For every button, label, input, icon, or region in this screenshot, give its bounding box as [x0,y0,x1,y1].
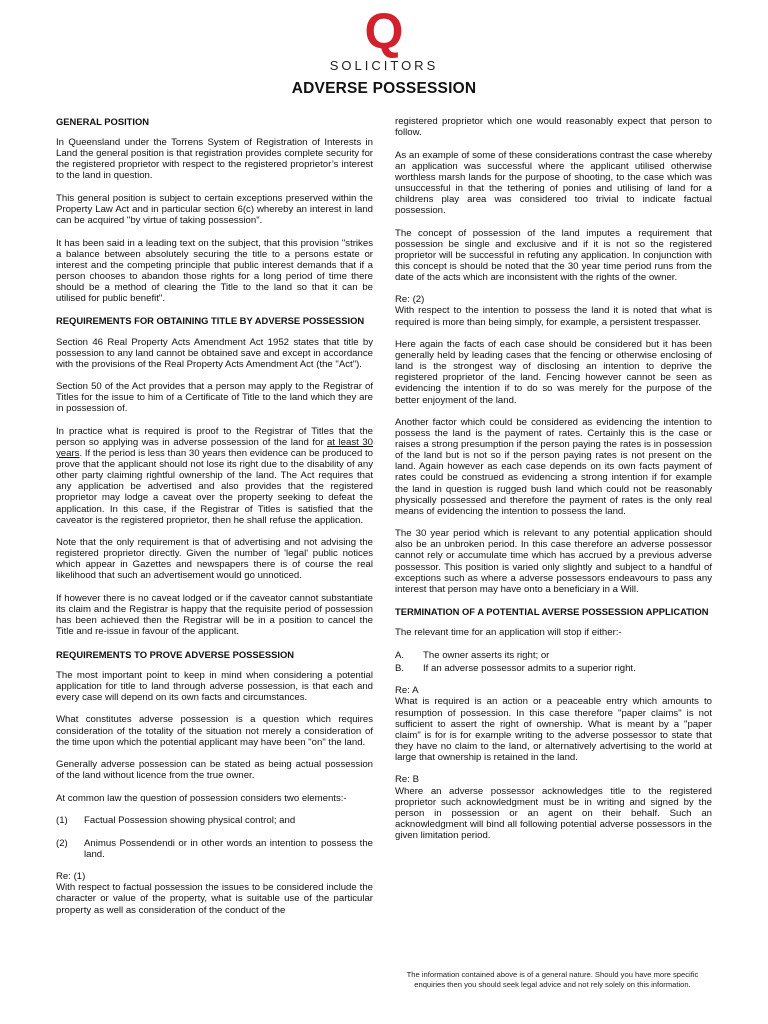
list-item [56,838,373,860]
list-text: Animus Possendendi or in other words an intention to possess the land. [84,837,373,860]
paragraph: The concept of possession of the land imputes a requirement that possession be single and exclusive and if it is not so the registered proprietor will be successful in refuting any application. In conjunction with this concept is should be noted that the 30 year time period runs from the date of the acts which are inconsistent with the rights of the owner. [395,227,712,283]
paragraph: If however there is no caveat lodged or if the caveator cannot substantiate its claim and the Registrar is happy that the requisite period of possession has been achieved then the Registrar will be in a position to cancel the Title and re-issue in favour of the applicant. [56,592,373,638]
list-item [56,815,373,826]
paragraph [56,426,373,526]
list-marker: (2) [56,837,68,849]
list-text: Factual Possession showing physical control; and [84,815,296,827]
re-heading: Re: A [395,685,419,697]
list-text: If an adverse possessor admits to a superior right. [423,662,636,674]
heading-termination: TERMINATION OF A POTENTIAL AVERSE POSSESSION APPLICATION [395,606,709,618]
paragraph: The 30 year period which is relevant to any potential application should also be an unbroken period. In this case therefore an adverse possessor cannot rely or accumulate time which has accrued by a previous adverse possessor. This position is varied only slightly and subject to a handful of exceptions such as where a adverse possessors endeavours to pass any interest that person may have onto a beneficiary in a Will. [395,528,712,595]
list-marker: (1) [56,815,68,827]
paragraph: What constitutes adverse possession is a question which requires consideration of the totality of the situation not merely a consideration of the time upon which the potential applicant may have been "on" the land. [56,714,373,748]
text-run: . If the period is less than 30 years then evidence can be produced to prove that the applicant should not lose its right due to the disability of any other party claiming rightful ownership of the land. The Act requires that any application be advertised and also provides that the registered proprietor may lodge a caveat over the property seeking to defeat the application. In this case, if the Registrar of Titles is satisfied that the caveator is the registered proprietor, then he shall refuse the application. [56,448,373,526]
heading-prove-adverse-possession: REQUIREMENTS TO PROVE ADVERSE POSSESSION [56,648,295,660]
paragraph: Here again the facts of each case should be considered but it has been generally held by leading cases that the fencing or otherwise enclosing of land is the strongest way of disclosing an intention to deprive the registered proprietor of the land. Fencing however cannot be seen as evidencing the intention if to do so was merely for the purpose of the better enjoyment of the land. [395,339,712,406]
logo-text: SOLICITORS [329,58,439,73]
paragraph: Generally adverse possession can be stated as being actual possession of the land without licence from the true owner. [56,759,373,782]
paragraph: As an example of some of these considerations contrast the case whereby an application was successful where the applicant utilised otherwise worthless marsh lands for the purpose of shooting, to the case which was unsuccessful in that the tethering of ponies and utilising of land for a childrens play area was considered too trivial to indicate factual possession. [395,149,712,217]
underlined-text: at least 30 years [56,437,373,460]
paragraph: Where an adverse possessor acknowledges title to the registered proprietor such acknowledgment must be in writing and signed by the person in possession or an agent on their behalf. Such an acknowledgment will bind all following potential adverse possessors in the given limitation period. [395,785,712,841]
left-column [56,116,373,927]
paragraph: This general position is subject to certain exceptions preserved within the Property Law Act and in particular section 6(c) whereby an interest in land can be acquired "by virtue of taking possession". [56,192,373,227]
list-item [395,663,712,674]
list-text: The owner asserts its right; or [423,649,550,661]
re-heading: Re: (1) [56,871,86,883]
paragraph: What is required is an action or a peaceable entry which amounts to resumption of possession. In this case therefore "paper claims" is not sufficient to assert the right of ownership. What is meant by a "paper claim" is for is for example writing to the adverse possessor to state that they have no claim to the land, or alternatively advertising to the world at large that ownership is retained in the land. [395,696,712,763]
list-marker: A. [395,649,405,661]
footer-disclaimer: The information contained above is of a general nature. Should you have more specific enquiries then you should seek legal advice and not rely solely on this information. [406,970,699,989]
text-run: In practice what is required is proof to the Registrar of Titles that the person so applying was in adverse possession of the land for [56,425,373,449]
heading-general-position: GENERAL POSITION [56,116,150,127]
paragraph: With respect to the intention to possess the land it is noted that what is required is more than being simply, for example, a persistent trespasser. [395,305,712,328]
paragraph: Note that the only requirement is that of advertising and not advising the registered proprietor directly. Given the number of 'legal' public notices which appear in Gazettes and newspapers there is of course the real likelihood that such an advertisement would go unnoticed. [56,537,373,582]
paragraph: Section 50 of the Act provides that a person may apply to the Registrar of Titles for the issue to him of a Certificate of Title to the land which they are in possession of. [56,381,373,415]
paragraph: The relevant time for an application will stop if either:- [395,627,622,639]
re-heading: Re: (2) [395,294,425,306]
list-item [395,650,712,661]
paragraph: Another factor which could be considered as evidencing the intention to possess the land is the payment of rates. Certainly this is the case or raises a strong presumption if the person paying the rates is in possession of the land but is not so if the person paying rates is not present on the land. Again however as each case depends on its own facts payment of rates could be construed as evidencing a strong intention if for example the land in question is rugged bush land which could not be reasonably physically possessed and therefore the payment of rates is the only real means of evidencing the intention to possess the land. [395,417,712,517]
q-logo-mark: Q [364,3,404,59]
paragraph: Section 46 Real Property Acts Amendment Act 1952 states that title by possession to any land cannot be obtained save and except in accordance with the provisions of the Real Property Acts Amendment Act (the "Act"). [56,336,373,370]
document-title: ADVERSE POSSESSION [291,80,477,97]
list-marker: B. [395,662,405,674]
heading-requirements-title: REQUIREMENTS FOR OBTAINING TITLE BY ADVERSE POSSESSION [56,315,365,327]
paragraph: In Queensland under the Torrens System of Registration of Interests in Land the general position is that registration provides complete security for the registered proprietor with respect to the registered proprietor’s interest to the land in question. [56,137,373,182]
firm-logo [0,3,768,73]
paragraph: registered proprietor which one would reasonably expect that person to follow. [395,116,712,139]
paragraph: At common law the question of possession considers two elements:- [56,792,347,804]
paragraph: With respect to factual possession the issues to be considered include the character or value of the property, what is suitable use of the particular property as well as consideration of the conduct of the [56,882,373,916]
paragraph: The most important point to keep in mind when considering a potential application for title to land through adverse possession, is that each and every case will depend on its own facts and circumstances. [56,669,373,703]
re-heading: Re: B [395,774,419,786]
paragraph: It has been said in a leading text on the subject, that this provision "strikes a balance between absolutely securing the title to a persons estate or interest and the competing principle that public interest demands that if a person chooses to abandon those rights for a long period of time there should be a method of clearing the Title to the land so that it can be utilised for public benefit". [56,237,373,304]
right-column [395,116,712,852]
